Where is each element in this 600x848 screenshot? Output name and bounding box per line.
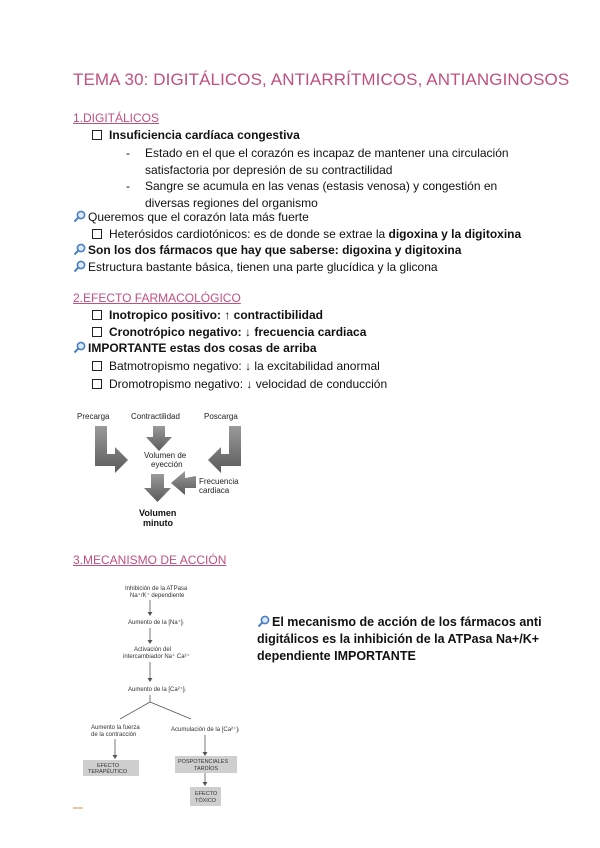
- label-volumen-minuto: Volumen: [139, 508, 177, 518]
- box-text: EFECTO: [195, 791, 218, 797]
- label-volumen-minuto-2: minuto: [143, 518, 173, 528]
- note-line: [73, 242, 461, 258]
- arrow-volumen-minuto: [144, 474, 171, 502]
- arrow-frecuencia: [171, 471, 196, 495]
- box-text: EFECTO: [97, 763, 120, 769]
- magnifier-icon: [73, 260, 87, 273]
- section-heading-mecanismo: 3.MECANISMO DE ACCIÓN: [73, 553, 227, 567]
- checklist-item: [92, 226, 521, 242]
- arrow-precarga: [95, 426, 128, 473]
- note-text: Estructura bastante básica, tienen una parte glucídica y la glicona: [88, 260, 438, 274]
- item-text: Insuficiencia cardíaca congestiva: [109, 128, 300, 142]
- item-text: Inotropico positivo: ↑ contractibilidad: [109, 308, 324, 322]
- item-text: Cronotrópico negativo: ↓ frecuencia cardiaca: [109, 325, 367, 339]
- dash-bullet: -: [126, 146, 130, 160]
- checkbox-icon: [92, 379, 102, 389]
- note-line: [73, 340, 317, 356]
- item-text: Batmotropismo negativo: ↓ la excitabilidad anormal: [109, 359, 380, 373]
- magnifier-icon: [73, 341, 87, 354]
- cardiac-output-diagram: [73, 404, 263, 530]
- node-aumento-ca: Aumento de la [Ca²⁺]ᵢ: [128, 687, 186, 693]
- box-text: TARDÍOS: [194, 766, 219, 772]
- box-text: TERAPÉUTICO: [88, 769, 128, 775]
- label-contractilidad: Contractilidad: [131, 412, 180, 421]
- box-text: POSPOTENCIALES: [178, 759, 229, 765]
- item-text-bold: digoxina y la digitoxina: [388, 227, 522, 241]
- checklist-item: [92, 307, 323, 323]
- note-text: IMPORTANTE estas dos cosas de arriba: [88, 341, 317, 355]
- magnifier-icon: [73, 210, 87, 223]
- bullet-text: Sangre se acumula en las venas (estasis venosa) y congestión en diversas regiones del organismo: [145, 179, 498, 210]
- bullet-text: Estado en el que el corazón es incapaz de mantener una circulación satisfactoria por depresión de su contractilidad: [145, 146, 509, 177]
- item-text: Heterósidos cardiotónicos: es de donde se extrae la: [109, 227, 389, 241]
- dash-bullet: -: [126, 179, 130, 193]
- page-title: TEMA 30: DIGITÁLICOS, ANTIARRÍTMICOS, ANTIANGINOSOS: [73, 70, 570, 89]
- checkbox-icon: [92, 310, 102, 320]
- note-line: [73, 259, 438, 275]
- arrow-contractilidad: [146, 426, 172, 451]
- box-text: TÓXICO: [195, 798, 217, 804]
- mechanism-diagram: [73, 576, 253, 812]
- label-poscarga: Poscarga: [204, 412, 238, 421]
- checkbox-icon: [92, 130, 102, 140]
- arrow-poscarga: [208, 426, 241, 473]
- label-frecuencia-2: cardiaca: [199, 486, 230, 495]
- label-frecuencia: Frecuencia: [199, 477, 239, 486]
- checkbox-icon: [92, 327, 102, 337]
- note-text: Queremos que el corazón lata más fuerte: [88, 210, 309, 224]
- note-line: [73, 209, 309, 225]
- magnifier-icon: [257, 615, 271, 628]
- checklist-item: [92, 376, 387, 392]
- checkbox-icon: [92, 361, 102, 371]
- mechanism-note: [257, 614, 557, 665]
- section-heading-digitalicos: 1.DIGITÁLICOS: [73, 111, 160, 125]
- checkbox-icon: [92, 229, 102, 239]
- note-text: Son los dos fármacos que hay que saberse: digoxina y digitoxina: [88, 243, 462, 257]
- checklist-item: [92, 324, 366, 340]
- mechanism-note-text: El mecanismo de acción de los fármacos anti digitálicos es la inhibición de la ATPasa Na+/K+ dependiente IMPORTANTE: [257, 615, 542, 663]
- magnifier-icon: [73, 243, 87, 256]
- label-volumen-eyeccion-2: eyección: [151, 460, 183, 469]
- checklist-item: [92, 127, 300, 143]
- node-activacion-2: intercambiador Na⁺ Ca²⁺: [123, 654, 190, 660]
- section-heading-efecto: 2.EFECTO FARMACOLÓGICO: [73, 291, 241, 305]
- node-activacion: Activación del: [134, 647, 172, 653]
- label-volumen-eyeccion: Volumen de: [144, 451, 187, 460]
- node-acumulacion: Acumulación de la [Ca²⁺]ᵢ: [171, 727, 239, 733]
- node-aumento-na: Aumento de la [Na⁺]ᵢ: [128, 620, 184, 626]
- label-precarga: Precarga: [77, 412, 110, 421]
- node-fuerza: Aumento la fuerza: [91, 725, 140, 731]
- checklist-item: [92, 358, 380, 374]
- node-inhibicion: Inhibición de la ATPasa: [125, 586, 188, 592]
- node-inhibicion-2: Na⁺/K⁺ dependiente: [130, 593, 185, 599]
- item-text: Dromotropismo negativo: ↓ velocidad de conducción: [109, 377, 388, 391]
- node-fuerza-2: de la contracción: [91, 732, 137, 738]
